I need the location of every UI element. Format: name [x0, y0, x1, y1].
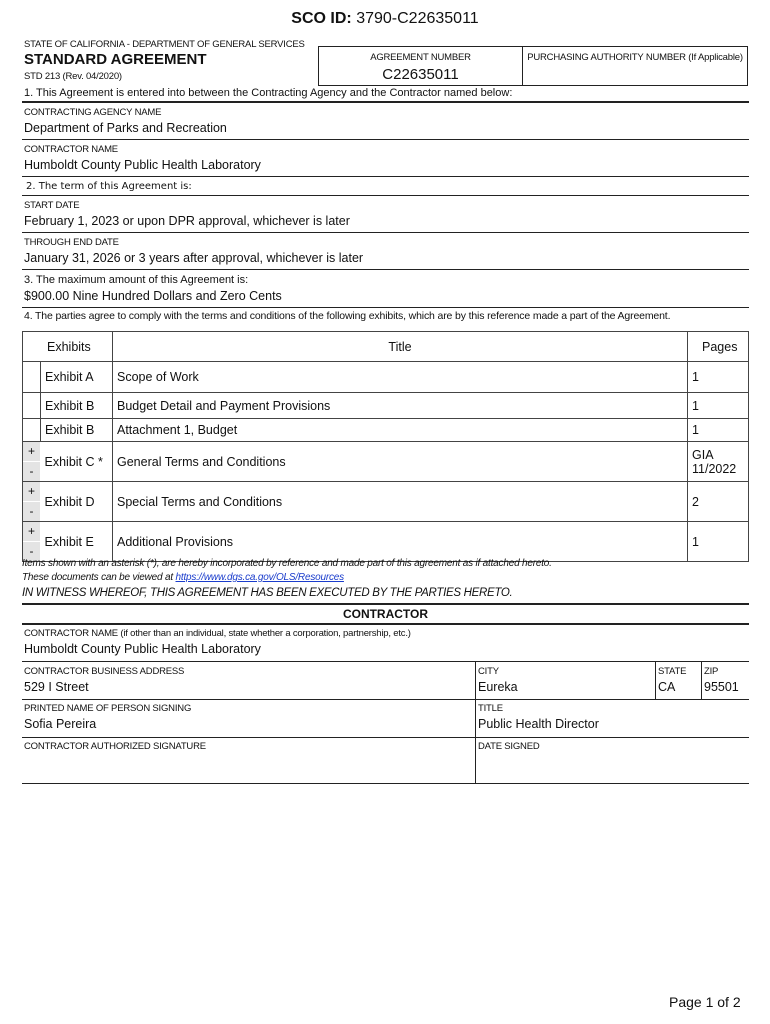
exhibits-header-exhibit: Exhibits	[23, 332, 113, 362]
exhibit-pages[interactable]	[688, 393, 749, 419]
asterisk-note: Items shown with an asterisk (*), are hereby incorporated by reference and made part of this agreement as if attached hereto.	[22, 558, 552, 569]
state-label: STATE	[658, 666, 687, 677]
agency-line: STATE OF CALIFORNIA - DEPARTMENT OF GENERAL SERVICES	[24, 39, 305, 50]
agreement-number-label: AGREEMENT NUMBER	[370, 52, 471, 63]
exhibit-pages-value: 1	[692, 534, 699, 549]
exhibit-row-controls	[23, 419, 41, 442]
exhibit-pages[interactable]	[688, 482, 749, 522]
exhibits-table	[22, 331, 749, 562]
add-exhibit-row-button[interactable]: +	[23, 482, 40, 501]
exhibit-id[interactable]: Exhibit B	[41, 419, 113, 442]
exhibit-pages[interactable]	[688, 442, 749, 482]
exhibit-pages[interactable]	[688, 419, 749, 442]
contractor-name2-value[interactable]: Humboldt County Public Health Laboratory	[24, 642, 261, 656]
sco-id-value: 3790-C22635011	[356, 10, 479, 27]
exhibit-row-controls	[23, 482, 41, 522]
resources-link[interactable]: https://www.dgs.ca.gov/OLS/Resources	[175, 572, 344, 583]
exhibit-pages-date: 11/2022	[692, 461, 737, 476]
end-date-label: THROUGH END DATE	[24, 237, 119, 248]
exhibit-pages-value: 1	[692, 370, 699, 384]
exhibit-title[interactable]: General Terms and Conditions	[113, 442, 688, 482]
printed-name-value[interactable]: Sofia Pereira	[24, 717, 97, 731]
contractor-name-label: CONTRACTOR NAME	[24, 144, 118, 155]
signature-label: CONTRACTOR AUTHORIZED SIGNATURE	[24, 741, 206, 752]
business-address-value[interactable]: 529 I Street	[24, 680, 89, 694]
purchasing-authority-box	[522, 46, 748, 86]
exhibit-row	[23, 522, 749, 562]
exhibit-row-controls	[23, 393, 41, 419]
business-address-label: CONTRACTOR BUSINESS ADDRESS	[24, 666, 185, 677]
section3-text: 3. The maximum amount of this Agreement is:	[24, 274, 249, 286]
exhibit-pages[interactable]	[688, 362, 749, 393]
exhibit-title[interactable]: Additional Provisions	[113, 522, 688, 562]
exhibit-pages-value: GIA	[692, 447, 714, 462]
agreement-number-value[interactable]: C22635011	[382, 66, 459, 83]
exhibit-title[interactable]: Budget Detail and Payment Provisions	[113, 393, 688, 419]
contractor-name2-label: CONTRACTOR NAME (if other than an individual, state whether a corporation, partnership, etc.)	[24, 628, 411, 639]
exhibit-id[interactable]: Exhibit E	[41, 522, 113, 562]
printed-name-label: PRINTED NAME OF PERSON SIGNING	[24, 703, 192, 714]
zip-label: ZIP	[704, 666, 719, 677]
add-exhibit-row-button[interactable]: +	[23, 442, 40, 461]
purchasing-authority-label: PURCHASING AUTHORITY NUMBER (If Applicable)	[527, 52, 743, 63]
exhibit-id[interactable]: Exhibit B	[41, 393, 113, 419]
agency-name-value[interactable]: Department of Parks and Recreation	[24, 121, 227, 135]
start-date-value[interactable]: February 1, 2023 or upon DPR approval, whichever is later	[24, 214, 350, 228]
exhibit-title[interactable]: Attachment 1, Budget	[113, 419, 688, 442]
agreement-number-box	[318, 46, 523, 86]
exhibits-header-title: Title	[113, 332, 688, 362]
exhibit-row	[23, 393, 749, 419]
start-date-label: START DATE	[24, 200, 80, 211]
witness-statement: IN WITNESS WHEREOF, THIS AGREEMENT HAS BEEN EXECUTED BY THE PARTIES HERETO.	[22, 587, 513, 599]
exhibit-row-controls	[23, 522, 41, 562]
resources-prefix: These documents can be viewed at	[22, 572, 176, 583]
form-title: STANDARD AGREEMENT	[24, 51, 207, 68]
contractor-name-value[interactable]: Humboldt County Public Health Laboratory	[24, 158, 261, 172]
exhibit-id[interactable]: Exhibit C *	[41, 442, 113, 482]
exhibit-pages-value: 1	[692, 423, 699, 437]
exhibit-id[interactable]: Exhibit A	[41, 362, 113, 393]
page-number: Page 1 of 2	[669, 994, 741, 1010]
section1-text: 1. This Agreement is entered into between the Contracting Agency and the Contractor named below:	[24, 87, 513, 99]
title-label: TITLE	[478, 703, 503, 714]
agency-name-label: CONTRACTING AGENCY NAME	[24, 107, 162, 118]
form-number: STD 213 (Rev. 04/2020)	[24, 71, 122, 82]
remove-exhibit-row-button[interactable]: -	[23, 541, 40, 561]
exhibit-pages-value: 1	[692, 398, 699, 413]
exhibit-row-controls	[23, 442, 41, 482]
exhibit-title[interactable]: Scope of Work	[113, 362, 688, 393]
max-amount-value[interactable]: $900.00 Nine Hundred Dollars and Zero Cents	[24, 289, 282, 303]
exhibit-row	[23, 482, 749, 522]
remove-exhibit-row-button[interactable]: -	[23, 461, 40, 481]
state-value[interactable]: CA	[658, 680, 676, 694]
date-signed-label: DATE SIGNED	[478, 741, 540, 752]
add-exhibit-row-button[interactable]: +	[23, 522, 40, 541]
exhibit-id[interactable]: Exhibit D	[41, 482, 113, 522]
end-date-value[interactable]: January 31, 2026 or 3 years after approval, whichever is later	[24, 251, 364, 265]
sco-id	[0, 10, 770, 28]
exhibit-row-controls	[23, 362, 41, 393]
exhibit-row	[23, 442, 749, 482]
exhibit-pages-value: 2	[692, 494, 699, 509]
date-signed-field[interactable]	[477, 752, 747, 780]
exhibit-pages[interactable]	[688, 522, 749, 562]
sco-id-label: SCO ID:	[291, 10, 352, 27]
resources-note	[22, 572, 344, 583]
exhibit-row	[23, 362, 749, 393]
city-value[interactable]: Eureka	[478, 680, 518, 694]
exhibit-row	[23, 419, 749, 442]
signature-field[interactable]	[22, 752, 474, 780]
title-value[interactable]: Public Health Director	[478, 717, 599, 731]
contractor-section-title: CONTRACTOR	[342, 607, 429, 621]
section2-text: 2. The term of this Agreement is:	[26, 181, 192, 192]
exhibit-title[interactable]: Special Terms and Conditions	[113, 482, 688, 522]
exhibits-header-row	[23, 332, 749, 362]
remove-exhibit-row-button[interactable]: -	[23, 501, 40, 521]
section4-text: 4. The parties agree to comply with the terms and conditions of the following exhibits, which are by this reference made a part of the Agreement.	[24, 310, 671, 322]
exhibits-header-pages: Pages	[688, 332, 749, 362]
zip-value[interactable]: 95501	[704, 680, 739, 694]
city-label: CITY	[478, 666, 499, 677]
